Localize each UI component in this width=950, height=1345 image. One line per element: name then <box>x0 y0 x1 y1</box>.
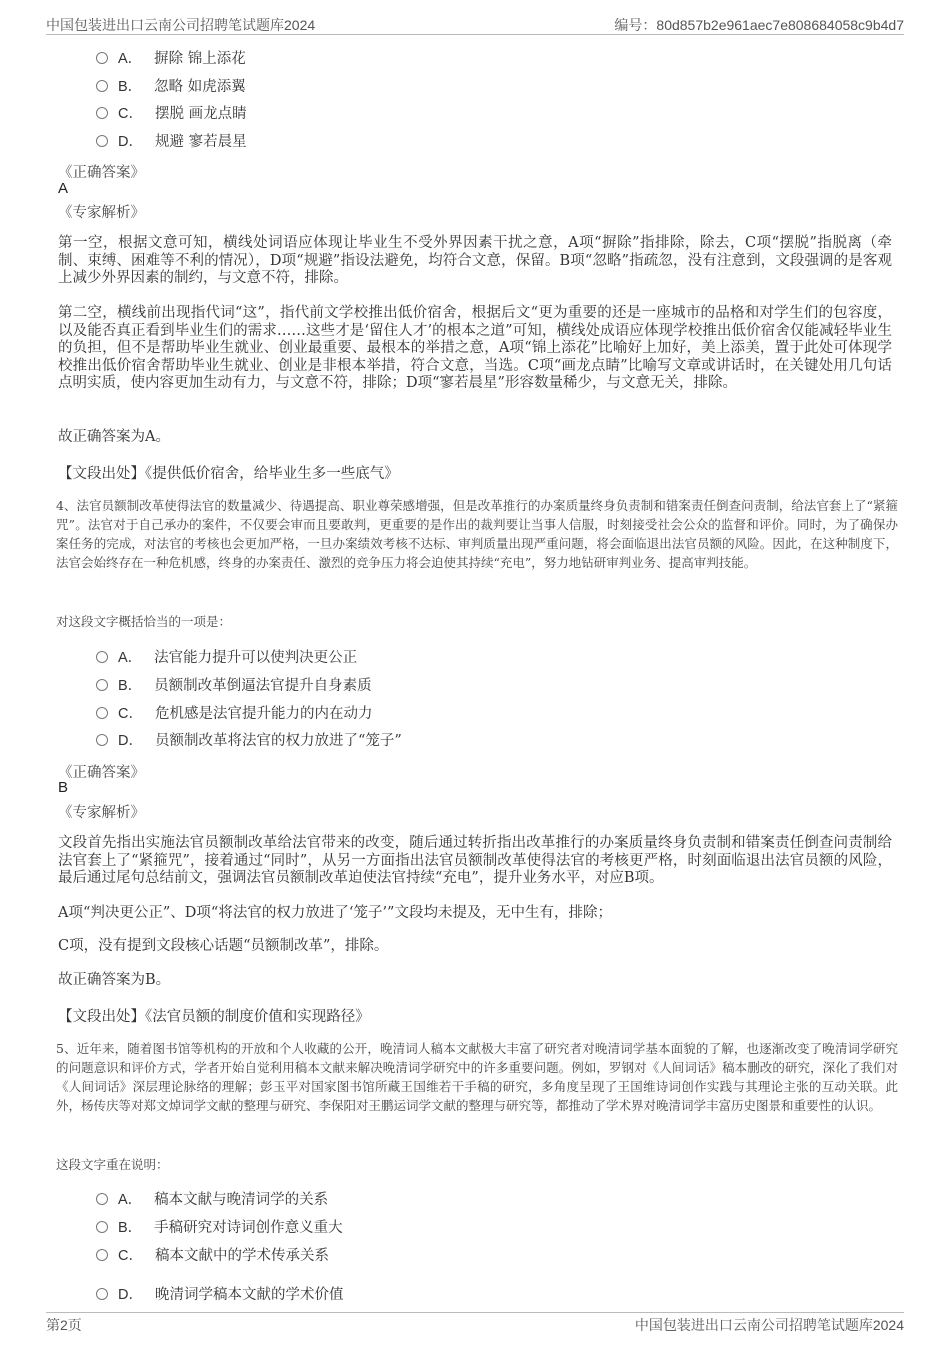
option-c[interactable]: C． 摆脱 画龙点睛 <box>96 102 247 124</box>
answer-label: 《正确答案》 <box>58 165 145 181</box>
radio-icon[interactable] <box>96 1221 108 1233</box>
option-b[interactable]: B． 员额制改革倒逼法官提升自身素质 <box>96 674 372 696</box>
radio-icon[interactable] <box>96 1288 108 1300</box>
page-header <box>46 12 904 35</box>
analysis-conclusion: 故正确答案为B。 <box>58 972 171 988</box>
answer-value: B <box>58 779 69 796</box>
option-b[interactable]: B． 忽略 如虎添翼 <box>96 75 246 97</box>
analysis-paragraph: 文段首先指出实施法官员额制改革给法官带来的改变，随后通过转折指出改革推行的办案质量终身负责制和错案责任倒查问责制给法官套上了“紧箍咒”，接着通过“同时”，从另一方面指出法官员额制改革使得法官的考核更严格，时刻面临退出法官员额的风险，最后通过尾句总结前文，强调法官员额制改革迫使法官持续“充电”，提升业务水平，对应B项。 <box>58 835 892 886</box>
analysis-label: 《专家解析》 <box>58 805 145 821</box>
question-text: 4、法官员额制改革使得法官的数量减少、待遇提高、职业尊荣感增强，但是改革推行的办案质量终身负责制和错案责任倒查问责制，给法官套上了“紧箍咒”。法官对于自己承办的案件，不仅要会审而且要敢判，更重要的是作出的裁判要让当事人信服，时刻接受社会公众的监督和评价。同时，为了确保办案任务的完成，对法官的考核也会更加严格，一旦办案绩效考核不达标、审判质量出现严重问题，将会面临退出法官员额的风险。因此，在这种制度下，法官会始终存在一种危机感，终身的办案责任、激烈的竞争压力将会迫使其持续“充电”，努力地钻研审判业务、提高审判技能。 <box>56 498 898 570</box>
answer-label: 《正确答案》 <box>58 765 145 781</box>
page-footer <box>46 1312 904 1337</box>
analysis-paragraph: C项，没有提到文段核心话题“员额制改革”，排除。 <box>58 938 389 954</box>
option-d[interactable]: D． 晚清词学稿本文献的学术价值 <box>96 1283 343 1305</box>
option-d[interactable]: D． 员额制改革将法官的权力放进了“笼子” <box>96 729 402 751</box>
radio-icon[interactable] <box>96 135 108 147</box>
footer-title: 中国包装进出口云南公司招聘笔试题库2024 <box>634 1317 904 1333</box>
radio-icon[interactable] <box>96 679 108 691</box>
page-number: 第2页 <box>46 1317 82 1333</box>
analysis-paragraph: 第二空，横线前出现指代词“这”，指代前文学校推出低价宿舍，根据后文“更为重要的还是一座城市的品格和对学生们的包容度，以及能否真正看到毕业生们的需求……这些才是‘留住人才’的根本之道”可知，横线处成语应体现学校推出低价宿舍仅能减轻毕业生的负担，但不是帮助毕业生就业、创业最重要、最根本的举措之意，A项“锦上添花”比喻好上加好，美上添美，置于此处可体现学校推出低价宿舍帮助毕业生就业、创业是非根本举措，符合文意，当选。C项“画龙点睛”比喻写文章或讲话时，在关键处用几句话点明实质，使内容更加生动有力，与文意不符，排除；D项“寥若晨星”形容数量稀少，与文意无关，排除。 <box>58 305 892 391</box>
question-prompt: 这段文字重在说明： <box>56 1157 169 1172</box>
radio-icon[interactable] <box>96 107 108 119</box>
radio-icon[interactable] <box>96 52 108 64</box>
question-text: 5、近年来，随着图书馆等机构的开放和个人收藏的公开，晚清词人稿本文献极大丰富了研究者对晚清词学基本面貌的了解，也逐渐改变了晚清词学研究的问题意识和评价方式，学者开始自觉利用稿本文献来解决晚清词学研究中的许多重要问题。例如，罗钢对《人间词话》稿本删改的研究，深化了我们对《人间词话》深层理论脉络的理解；彭玉平对国家图书馆所藏王国维若干手稿的研究，多角度呈现了王国维诗词创作实践与其理论主张的互动关联。此外，杨传庆等对郑文焯词学文献的整理与研究、李保阳对王鹏运词学文献的整理与研究等，都推动了学术界对晚清词学丰富历史图景和重要性的认识。 <box>56 1041 898 1113</box>
radio-icon[interactable] <box>96 734 108 746</box>
analysis-paragraph: 第一空，根据文意可知，横线处词语应体现让毕业生不受外界因素干扰之意，A项“摒除”指排除，除去，C项“摆脱”指脱离（牵制、束缚、困难等不利的情况），D项“规避”指设法避免，均符合文意，保留。B项“忽略”指疏忽，没有注意到，文段强调的是客观上减少外界因素的制约，与文意不符，排除。 <box>58 235 892 286</box>
analysis-label: 《专家解析》 <box>58 205 145 221</box>
option-c[interactable]: C． 稿本文献中的学术传承关系 <box>96 1244 329 1266</box>
option-a[interactable]: A． 稿本文献与晚清词学的关系 <box>96 1188 328 1210</box>
radio-icon[interactable] <box>96 80 108 92</box>
option-c[interactable]: C． 危机感是法官提升能力的内在动力 <box>96 702 372 724</box>
option-a[interactable]: A． 法官能力提升可以使判决更公正 <box>96 646 357 668</box>
radio-icon[interactable] <box>96 707 108 719</box>
document-code: 编号：80d857b2e961aec7e808684058c9b4d7 <box>614 17 904 33</box>
answer-value: A <box>58 180 69 197</box>
option-d[interactable]: D． 规避 寥若晨星 <box>96 130 247 152</box>
question-prompt: 对这段文字概括恰当的一项是： <box>56 614 232 629</box>
source-citation: 【文段出处】《提供低价宿舍，给毕业生多一些底气》 <box>58 466 399 482</box>
option-a[interactable]: A． 摒除 锦上添花 <box>96 47 246 69</box>
radio-icon[interactable] <box>96 651 108 663</box>
radio-icon[interactable] <box>96 1193 108 1205</box>
option-b[interactable]: B． 手稿研究对诗词创作意义重大 <box>96 1216 343 1238</box>
analysis-conclusion: 故正确答案为A。 <box>58 429 170 445</box>
header-title: 中国包装进出口云南公司招聘笔试题库2024 <box>46 17 316 33</box>
source-citation: 【文段出处】《法官员额的制度价值和实现路径》 <box>58 1009 370 1025</box>
analysis-paragraph: A项“判决更公正”、D项“将法官的权力放进了‘笼子’”文段均未提及，无中生有，排除； <box>58 905 612 921</box>
radio-icon[interactable] <box>96 1249 108 1261</box>
